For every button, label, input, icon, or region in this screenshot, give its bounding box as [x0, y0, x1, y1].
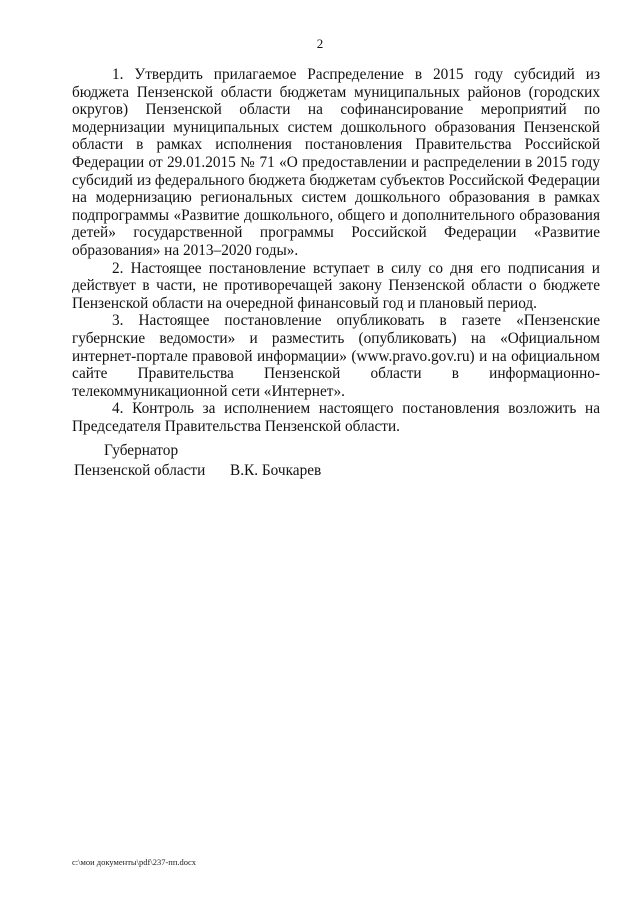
paragraph-4: 4. Контроль за исполнением настоящего постановления возложить на Председателя Правительства Пензенской области. [72, 400, 600, 435]
signature-role-line-1: Губернатор [104, 442, 179, 459]
paragraph-2: 2. Настоящее постановление вступает в силу со дня его подписания и действует в части, не противоречащей закону Пензенской области о бюджете Пензенской области на очередной финансовый год и плановый период. [72, 259, 600, 312]
footer-file-path: c:\мои документы\pdf\237-пп.docx [72, 857, 197, 867]
signature-row [74, 461, 321, 481]
signature-block [74, 441, 321, 481]
paragraph-1: 1. Утвердить прилагаемое Распределение в 2015 году субсидий из бюджета Пензенской области бюджетам муниципальных районов (городских округов) Пензенской области на софинансирование мероприятий по модернизации муниципальных систем дошкольного образования Пензенской области в рамках исполнения постановления Правительства Российской Федерации от 29.01.2015 № 71 «О предоставлении и распределении в 2015 году субсидий из федерального бюджета бюджетам субъектов Российской Федерации на модернизацию региональных систем дошкольного образования в рамках подпрограммы «Развитие дошкольного, общего и дополнительного образования детей» государственной программы Российской Федерации «Развитие образования» на 2013–2020 годы». [72, 66, 600, 259]
signature-role-line-2: Пензенской области [74, 462, 206, 479]
paragraph-3: 3. Настоящее постановление опубликовать в газете «Пензенские губернские ведомости» и разместить (опубликовать) на «Официальном интернет-портале правовой информации» (www.pravo.gov.ru) и на официальном сайте Правительства Пензенской области в информационно-телекоммуникационной сети «Интернет». [72, 312, 600, 400]
signatory-name: В.К. Бочкарев [230, 462, 322, 479]
resolution-body [72, 66, 600, 435]
page-number: 2 [316, 36, 324, 51]
